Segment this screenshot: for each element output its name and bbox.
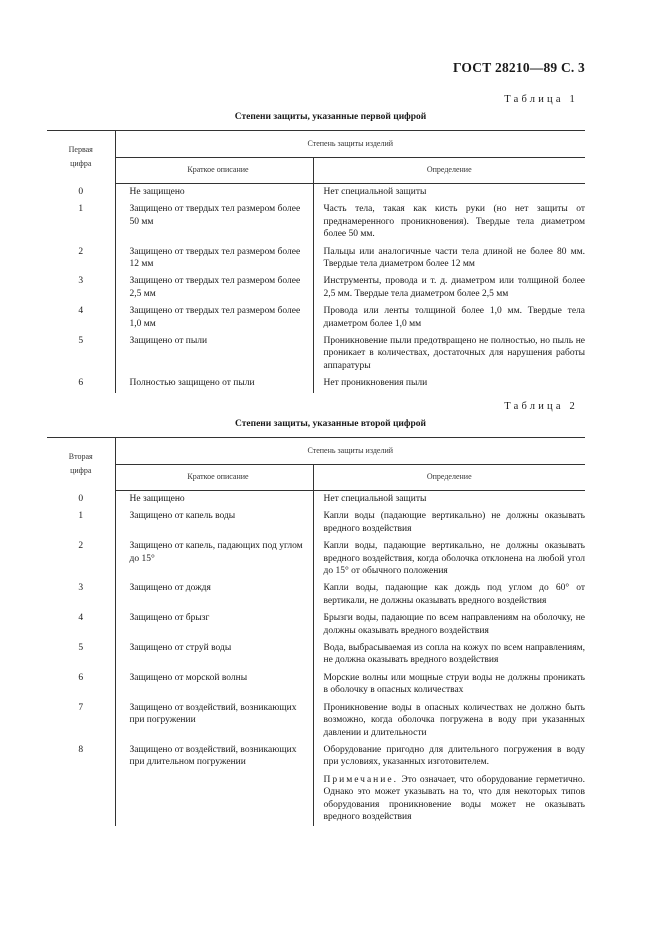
table2-row [47,610,585,640]
table2-header-digit-line2: цифра [70,466,92,476]
table1-row-brief: Защищено от пыли [115,333,313,375]
table2-row [47,700,585,742]
table2-row-definition: Капли воды, падающие вертикально, не должны оказывать вредного воздействия, когда оболочка отклонена на любой угол до 15° от обычного положения [323,541,586,577]
table2-note-text: Это означает, что оборудование герметично. Однако это может указывать на то, что для некоторых типов оборудования проникновение воды может не оказывать вредного воздействия [323,774,586,822]
table1-row-brief: Защищено от твердых тел размером более 2,5 мм [115,273,313,303]
table2-row [47,742,585,772]
table1-row-number: 2 [47,244,115,274]
table2-row-definition: Проникновение воды в опасных количествах не должно быть возможно, когда оболочка погружена в воду при указанных давлении и длительности [323,702,586,738]
table1-header-digit-line1: Первая [68,145,93,155]
table1-header-digit-line2: цифра [70,159,92,169]
table2-row-definition: Брызги воды, падающие по всем направлениям на оболочку, не должны оказывать вредного воздействия [323,613,586,636]
table1-row-brief: Не защищено [115,184,313,202]
table2-row-brief: Защищено от воздействий, возникающих при погружении [115,700,313,742]
table2-title: Степени защиты, указанные второй цифрой [235,419,426,429]
table2-row-brief: Защищено от дождя [115,580,313,610]
table1-row-definition: Проникновение пыли предотвращено не полностью, но пыль не проникает в количествах, достаточных для нарушения работы аппаратуры [323,336,586,371]
table2-row-brief: Защищено от воздействий, возникающих при длительном погружении [115,742,313,772]
table2-row-number: 3 [47,580,115,610]
table1-row-number: 1 [47,201,115,243]
table2-row-definition: Морские волны или мощные струи воды не должны проникать в оболочку в опасных количествах [323,672,586,696]
table2-note-label: Примечание. [323,774,398,785]
table2-row-number: 2 [47,538,115,580]
table1-row-number: 0 [47,184,115,202]
table1-label: Таблица 1 [504,94,578,105]
table2-row [47,508,585,538]
table2-row-brief: Защищено от капель воды [115,508,313,538]
table2-row-brief: Защищено от брызг [115,610,313,640]
table1-row-definition: Провода или ленты толщиной более 1,0 мм. Твердые тела диаметром более 1,0 мм [323,306,586,329]
table1-row [47,184,585,202]
table1-row-number: 6 [47,375,115,392]
table1-row-brief: Защищено от твердых тел размером более 12 мм [115,244,313,274]
table1-header-digit [47,131,115,184]
table2-row-number: 7 [47,700,115,742]
table2-row-number: 0 [47,491,115,509]
table2-header-digit [47,438,115,491]
table2-row-definition: Капли воды, падающие как дождь под углом до 60° от вертикали, не должны оказывать вредного воздействия [323,583,586,606]
table2-row [47,491,585,509]
table2-header-group: Степень защиты изделий [115,438,585,465]
table1-row [47,375,585,392]
table2-header-definition: Определение [313,465,585,491]
table2-row-definition: Оборудование пригодно для длительного погружения в воду при условиях, указанных изготовителем. [323,744,586,768]
table1-row [47,244,585,274]
table2-row-number: 1 [47,508,115,538]
table1-title: Степени защиты, указанные первой цифрой [234,112,427,122]
table2-row [47,580,585,610]
table2-note [313,772,585,827]
table1-header-definition: Определение [313,158,585,184]
table1 [47,130,585,393]
table2-row [47,640,585,670]
table1-row [47,201,585,243]
table1-row-definition: Часть тела, такая как кисть руки (но нет защиты от преднамеренного проникновения). Твердые тела диаметром более 50 мм. [323,204,586,240]
table2-label: Таблица 2 [504,401,578,412]
table1-header-group: Степень защиты изделий [115,131,585,158]
table2-row-definition: Нет специальной защиты [323,494,427,504]
table2-row-number: 6 [47,670,115,700]
table1-row-brief: Полностью защищено от пыли [115,375,313,392]
table2-row-brief: Защищено от струй воды [115,640,313,670]
table1-row-definition: Нет проникновения пыли [323,378,428,389]
table1-header-brief: Краткое описание [115,158,313,184]
table1-row-definition: Нет специальной защиты [323,187,427,197]
table1-row-number: 5 [47,333,115,375]
table1-row-brief: Защищено от твердых тел размером более 1,0 мм [115,303,313,333]
table1-row [47,303,585,333]
table2-header-brief: Краткое описание [115,465,313,491]
table2-row [47,538,585,580]
table1-row [47,273,585,303]
table2-row-number: 8 [47,742,115,772]
table1-row-number: 4 [47,303,115,333]
table2-row-definition: Вода, выбрасываемая из сопла на кожух по всем направлениям, не должна оказывать вредного воздействия [323,643,586,666]
table2-row-number: 5 [47,640,115,670]
table2-note-row [47,772,585,827]
table2-row-brief: Не защищено [115,491,313,509]
table1-row [47,333,585,375]
table2-row-definition: Капли воды (падающие вертикально) не должны оказывать вредного воздействия [323,511,586,534]
table2-row [47,670,585,700]
table2-row-brief: Защищено от морской волны [115,670,313,700]
table1-row-definition: Инструменты, провода и т. д. диаметром или толщиной более 2,5 мм. Твердые тела диаметром более 2,5 мм [323,276,586,299]
table2-row-brief: Защищено от капель, падающих под углом до 15° [115,538,313,580]
table2-row-number: 4 [47,610,115,640]
table1-row-number: 3 [47,273,115,303]
table2 [47,437,585,826]
table1-row-brief: Защищено от твердых тел размером более 50 мм [115,201,313,243]
page-header: ГОСТ 28210—89 С. 3 [452,60,585,75]
table2-header-digit-line1: Вторая [68,452,93,462]
table1-row-definition: Пальцы или аналогичные части тела длиной не более 80 мм. Твердые тела диаметром более 12 мм [323,246,586,270]
